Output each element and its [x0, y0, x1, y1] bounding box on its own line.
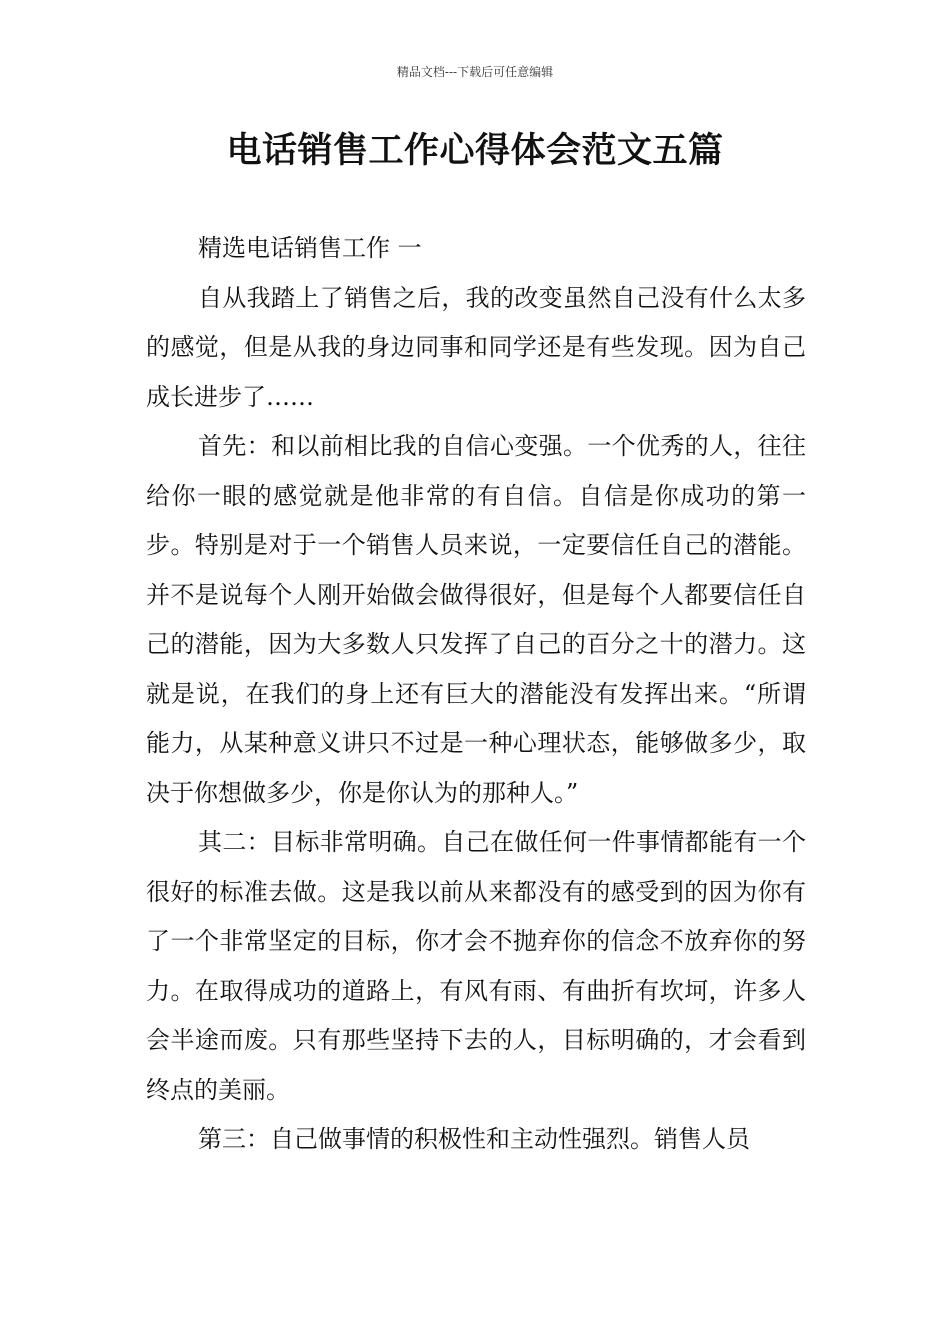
paragraph-first: 首先：和以前相比我的自信心变强。一个优秀的人，往往给你一眼的感觉就是他非常的有自信。自信是你成功的第一步。特别是对于一个销售人员来说，一定要信任自己的潜能。并不是说每个人刚开始做会做得很好，但是每个人都要信任自己的潜能，因为大多数人只发挥了自己的百分之十的潜力。这就是说，在我们的身上还有巨大的潜能没有发挥出来。“所谓能力，从某种意义讲只不过是一种心理状态，能够做多少，取决于你想做多少，你是你认为的那种人。” — [146, 432, 806, 807]
document-body — [146, 224, 806, 1165]
paragraph-intro: 自从我踏上了销售之后，我的改变虽然自己没有什么太多的感觉，但是从我的身边同事和同学还是有些发现。因为自己成长进步了…… — [146, 283, 806, 411]
header-watermark: 精品文档---下载后可任意编辑 — [396, 65, 554, 79]
paragraph-second: 其二：目标非常明确。自己在做任何一件事情都能有一个很好的标准去做。这是我以前从来都没有的感受到的因为你有了一个非常坚定的目标，你才会不抛弃你的信念不放弃你的努力。在取得成功的道路上，有风有雨、有曲折有坎坷，许多人会半途而废。只有那些坚持下去的人，目标明确的，才会看到终点的美丽。 — [146, 828, 806, 1104]
paragraph-third: 第三：自己做事情的积极性和主动性强烈。销售人员 — [198, 1125, 750, 1153]
section-heading: 精选电话销售工作 一 — [198, 234, 422, 262]
document-title: 电话销售工作心得体会范文五篇 — [226, 131, 724, 171]
